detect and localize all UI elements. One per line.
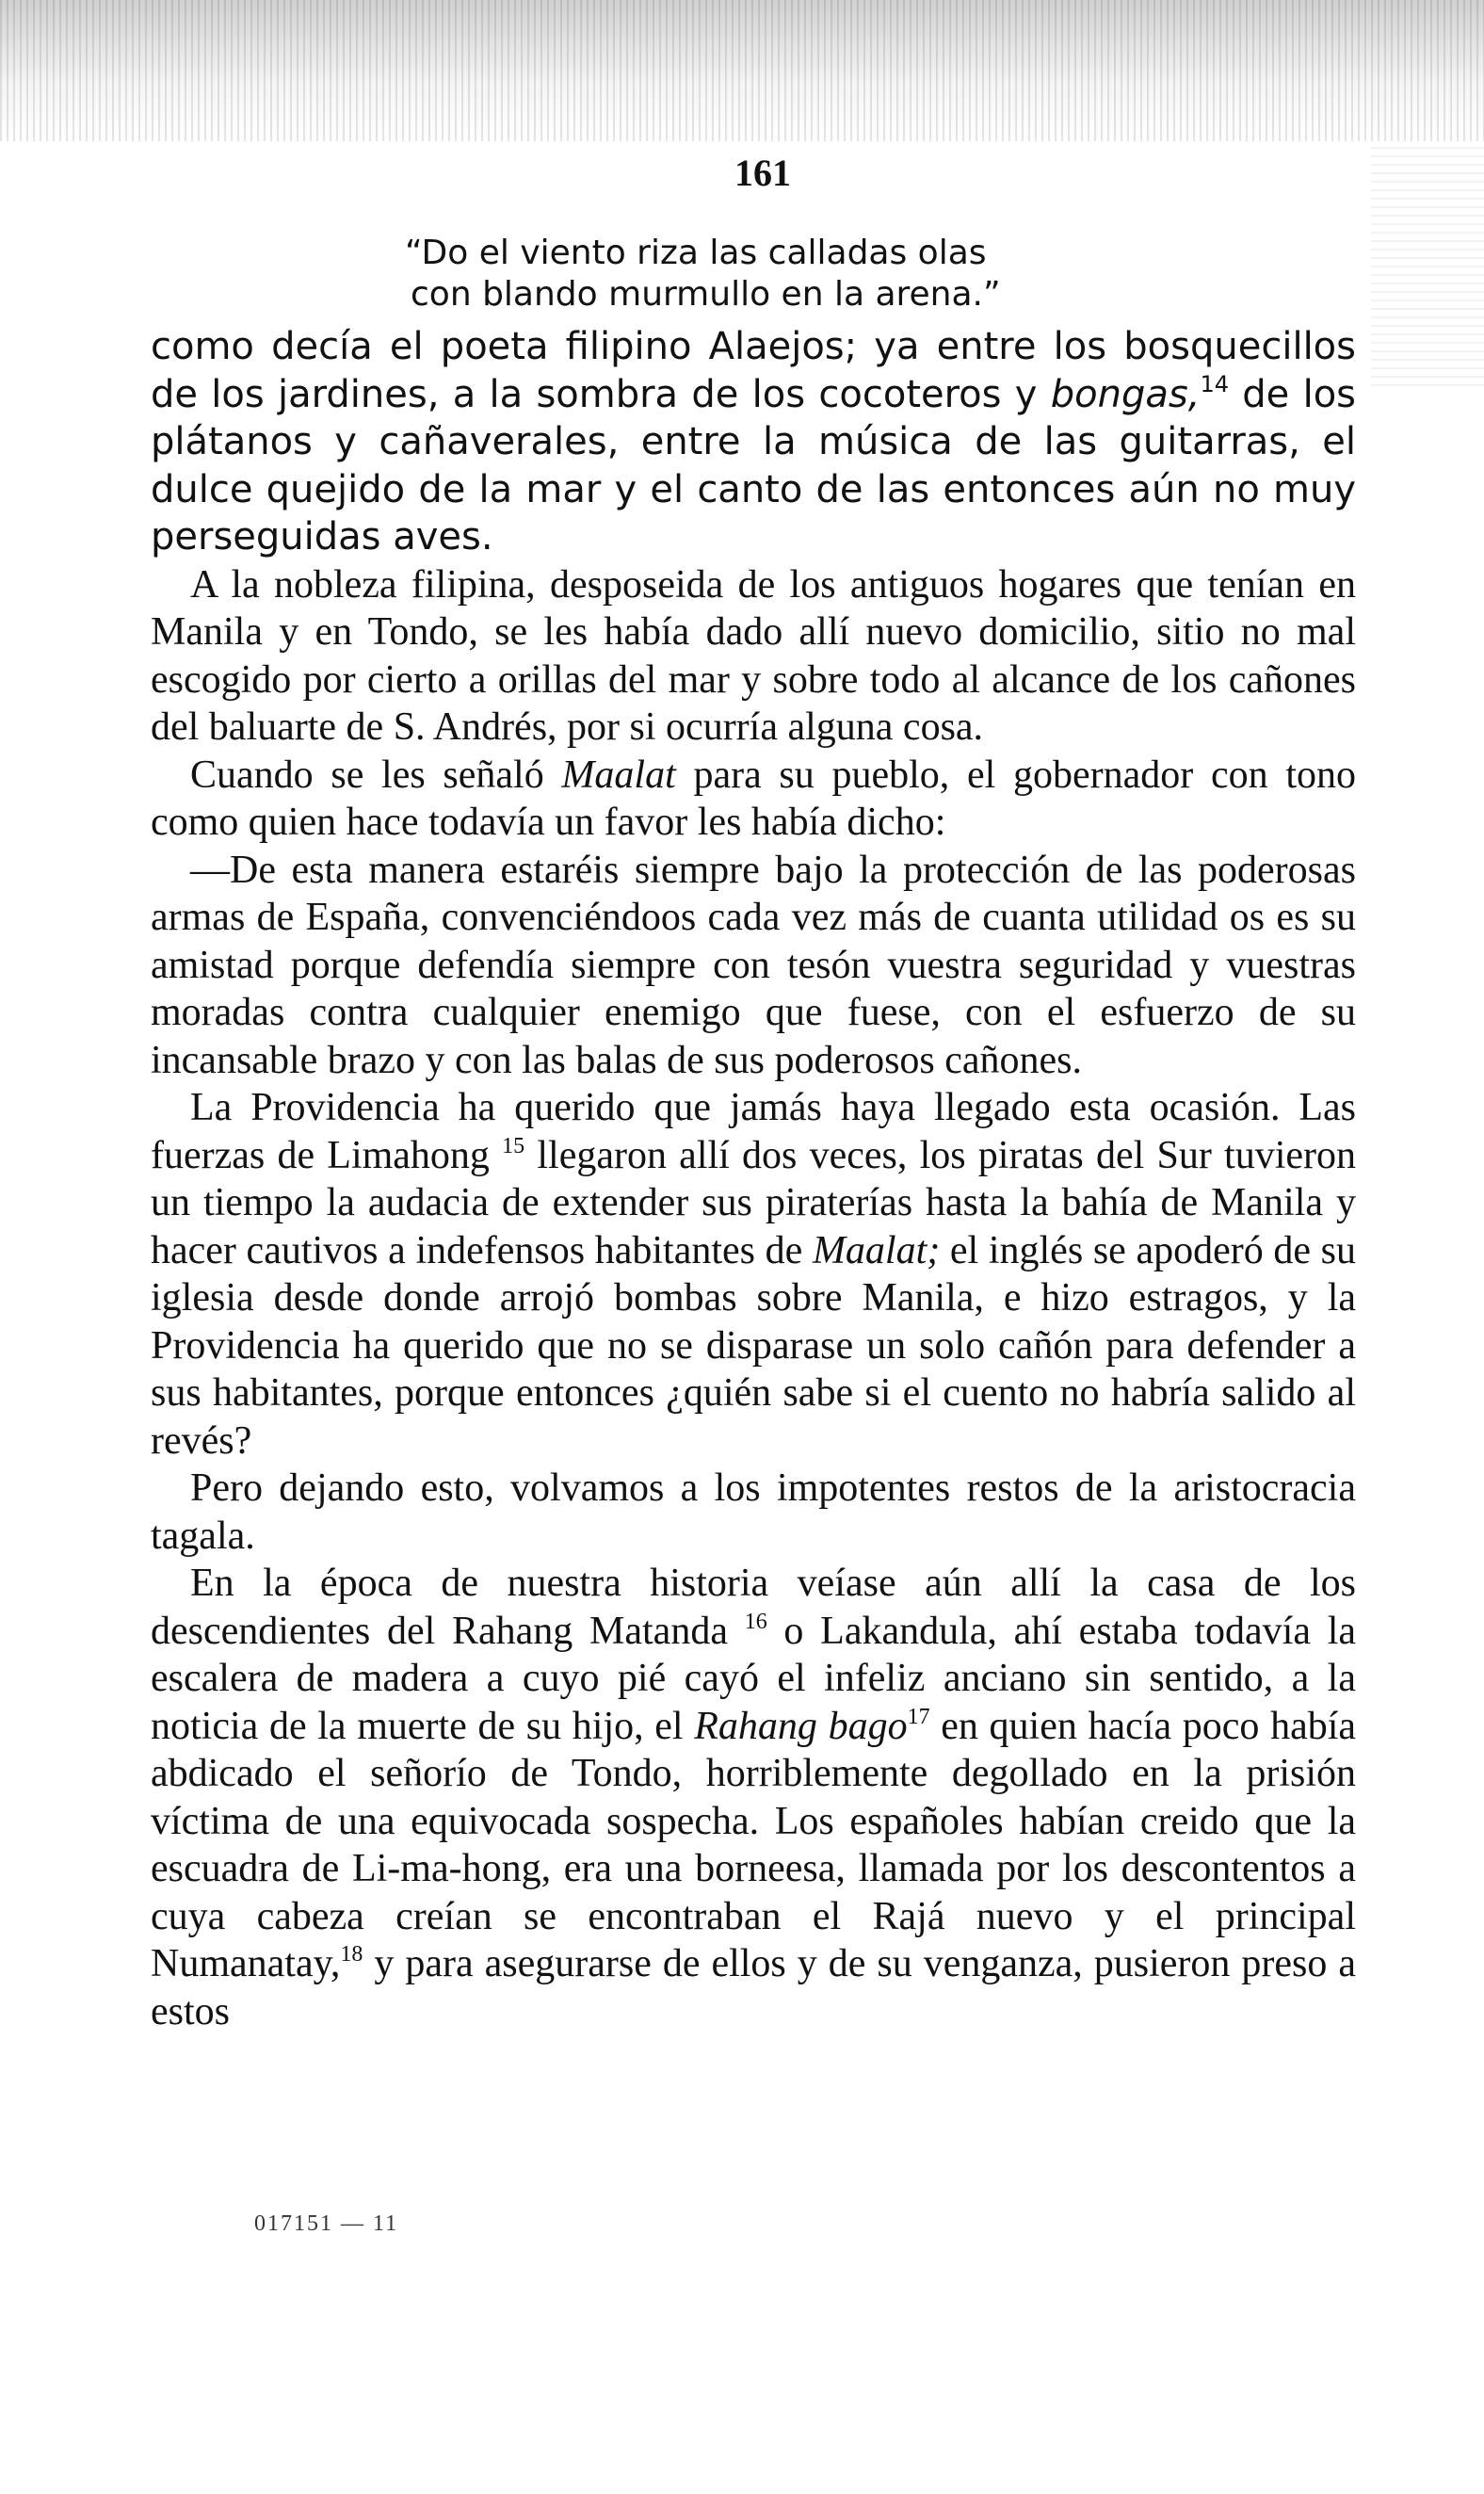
- scan-noise-top: [0, 0, 1484, 141]
- footnote-ref: 16: [744, 1609, 767, 1634]
- text-run: en quien hacía poco había abdicado el señorío de Tondo, horriblemente degollado en la prisión víctima de una equivocada sospecha. Los españoles habían creido que la escuadra de Li-ma-hong, era una borneesa, llamada por los descontentos a cuya cabeza creían se encontraban el Rajá nuevo y el principal Numanatay,: [151, 1704, 1357, 1985]
- footnote-ref: 15: [502, 1133, 525, 1158]
- body-text: [151, 323, 1356, 2035]
- text-run: o Lakandula, ahí estaba todavía la escalera de madera a cuyo pié cayó el infeliz anciano sin sentido, a la noticia de la muerte de su hijo, el: [151, 1609, 1357, 1748]
- text-run: como decía el poeta filipino Alaejos; ya entre los bosquecillos de los jardines, a la sombra de los cocoteros y: [151, 325, 1356, 416]
- scan-noise-right: [1371, 141, 1484, 386]
- epigraph-line-2: con blando murmullo en la arena.”: [411, 275, 1001, 314]
- footnote-ref: 14: [1200, 370, 1229, 397]
- text-run: el inglés se apoderó de su iglesia desde donde arrojó bombas sobre Manila, e hizo estragos, y la Providencia ha querido que no se disparase un solo cañón para defender a sus habitantes, porque entonces ¿quién sabe si el cuento no habría salido al revés?: [151, 1228, 1356, 1463]
- text-run: de los plátanos y cañaverales, entre la música de las guitarras, el dulce quejido de la mar y el canto de las entonces aún no muy perseguidas aves.: [151, 372, 1357, 559]
- epigraph-line-1: “Do el viento riza las calladas olas: [405, 234, 987, 272]
- text-run: La Providencia ha querido que jamás haya llegado esta ocasión. Las fuerzas de Limahong: [151, 1086, 1356, 1177]
- paragraph-4: [151, 847, 1356, 1085]
- printer-signature: 017151 — 11: [254, 2211, 399, 2236]
- paragraph-1: [151, 323, 1356, 561]
- book-page: [151, 141, 1356, 2035]
- page-number: 161: [734, 152, 791, 194]
- text-run: llegaron allí dos veces, los piratas del Sur tuvieron un tiempo la audacia de extender sus piraterías hasta la bahía de Manila y hacer cautivos a indefensos habitantes de: [151, 1133, 1356, 1272]
- text-run: A la nobleza filipina, desposeida de los antiguos hogares que tenían en Manila y en Tondo, se les había dado allí nuevo domicilio, sitio no mal escogido por cierto a orillas del mar y sobre todo al alcance de los cañones del baluarte de S. Andrés, por si ocurría alguna cosa.: [151, 562, 1356, 749]
- text-run: para su pueblo, el gobernador con tono como quien hace todavía un favor les había dicho:: [151, 753, 1356, 844]
- text-run: y para asegurarse de ellos y de su venganza, pusieron preso a estos: [151, 1942, 1356, 2033]
- text-run: Pero dejando esto, volvamos a los impotentes restos de la aristocracia tagala.: [151, 1466, 1356, 1558]
- footnote-ref: 17: [907, 1704, 930, 1729]
- paragraph-6: [151, 1465, 1356, 1560]
- paragraph-2: [151, 561, 1356, 752]
- epigraph-quote: [405, 233, 1356, 316]
- footnote-ref: 18: [340, 1942, 363, 1967]
- italic-term: bongas,: [1050, 372, 1201, 416]
- paragraph-3: [151, 752, 1356, 847]
- italic-term: Maalat: [561, 753, 676, 797]
- paragraph-7: [151, 1560, 1356, 2035]
- text-run: Cuando se les señaló: [190, 753, 562, 797]
- italic-term: Maalat;: [812, 1228, 941, 1272]
- text-run: En la época de nuestra historia veíase aún allí la casa de los descendientes del Rahang Matanda: [151, 1562, 1356, 1653]
- text-run: —De esta manera estaréis siempre bajo la protección de las poderosas armas de España, convenciéndoos cada vez más de cuanta utilidad os es su amistad porque defendía siempre con tesón vuestra seguridad y vuestras moradas contra cualquier enemigo que fuese, con el esfuerzo de su incansable brazo y con las balas de sus poderosos cañones.: [151, 848, 1356, 1082]
- italic-term: Rahang bago: [694, 1704, 908, 1748]
- paragraph-5: [151, 1084, 1356, 1465]
